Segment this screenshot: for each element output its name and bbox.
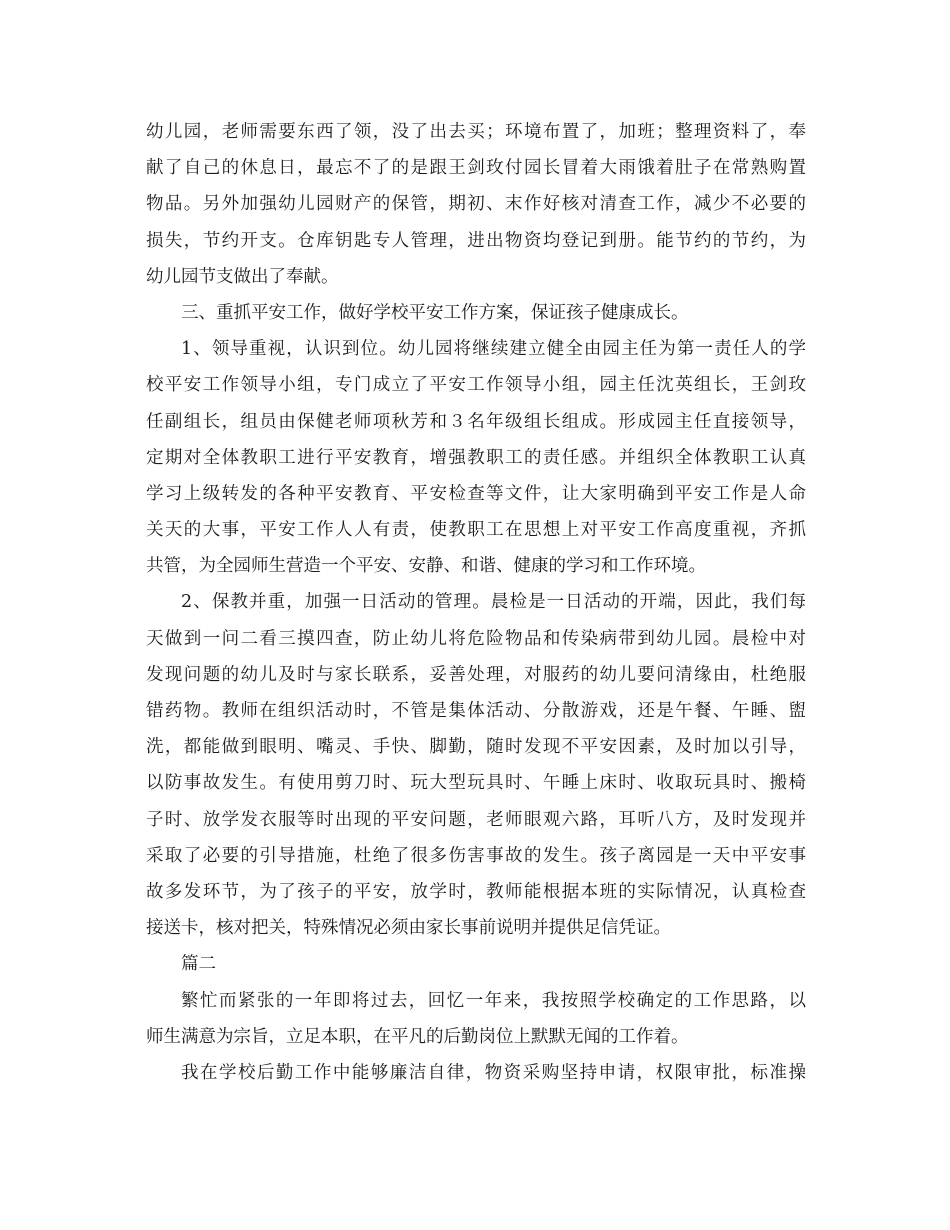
- text-line: 故多发环节，为了孩子的平安，放学时，教师能根据本班的实际情况，认真检查: [146, 881, 806, 902]
- text-line: 关天的大事，平安工作人人有责，使教职工在思想上对平安工作高度重视，齐抓: [146, 520, 806, 541]
- text-line: 错药物。教师在组织活动时，不管是集体活动、分散游戏，还是午餐、午睡、盥: [146, 701, 806, 721]
- text-line: 共管，为全园师生营造一个平安、安静、和谐、健康的学习和工作环境。: [146, 556, 706, 577]
- text-line: 献了自己的休息日，最忘不了的是跟王剑玫付园长冒着大雨饿着肚子在常熟购置: [146, 158, 806, 179]
- text-line: 洗，都能做到眼明、嘴灵、手快、脚勤，随时发现不平安因素，及时加以引导，: [146, 737, 806, 758]
- text-line: 子时、放学发衣服等时出现的平安问题，老师眼观六路，耳听八方，及时发现并: [146, 809, 806, 830]
- text-line: 发现问题的幼儿及时与家长联系，妥善处理，对服药的幼儿要问清缘由，杜绝服: [146, 664, 806, 685]
- section-heading: 三、重抓平安工作，做好学校平安工作方案，保证孩子健康成长。: [181, 302, 689, 323]
- text-line: 任副组长，组员由保健老师项秋芳和３名年级组长组成。形成园主任直接领导，: [146, 411, 806, 432]
- text-line: 物品。另外加强幼儿园财产的保管，期初、末作好核对清查工作，减少不必要的: [146, 194, 806, 215]
- text-line: 校平安工作领导小组，专门成立了平安工作领导小组，园主任沈英组长，王剑玫: [146, 375, 806, 396]
- text-line: 以防事故发生。有使用剪刀时、玩大型玩具时、午睡上床时、收取玩具时、搬椅: [146, 773, 806, 794]
- document-page: [146, 114, 806, 1091]
- text-line: 幼儿园节支做出了奉献。: [146, 266, 339, 287]
- text-line: 我在学校后勤工作中能够廉洁自律，物资采购坚持申请，权限审批，标准操: [181, 1062, 806, 1083]
- text-line: 师生满意为宗旨，立足本职，在平凡的后勤岗位上默默无闻的工作着。: [146, 1026, 689, 1047]
- section-heading-safety: [146, 295, 806, 331]
- text-line: 1、领导重视，认识到位。幼儿园将继续建立健全由园主任为第一责任人的学: [181, 339, 806, 360]
- text-line: 繁忙而紧张的一年即将过去，回忆一年来，我按照学校确定的工作思路，以: [181, 990, 806, 1011]
- section-heading: 篇二: [181, 954, 216, 975]
- paragraph-daily-activities: [146, 584, 806, 946]
- text-line: 接送卡，核对把关，特殊情况必须由家长事前说明并提供足信凭证。: [146, 918, 671, 939]
- paragraph-logistics: [146, 1055, 806, 1091]
- text-line: 采取了必要的引导措施，杜绝了很多伤害事故的发生。孩子离园是一天中平安事: [146, 845, 806, 866]
- paragraph-leadership: [146, 331, 806, 584]
- paragraph-property-management: [146, 114, 806, 295]
- section-heading-part-two: [146, 946, 806, 982]
- text-line: 2、保教并重，加强一日活动的管理。晨检是一日活动的开端，因此，我们每: [181, 592, 806, 613]
- text-line: 学习上级转发的各种平安教育、平安检查等文件，让大家明确到平安工作是人命: [146, 483, 806, 504]
- text-line: 幼儿园，老师需要东西了领，没了出去买；环境布置了，加班；整理资料了，奉: [146, 122, 806, 142]
- text-line: 定期对全体教职工进行平安教育，增强教职工的责任感。并组织全体教职工认真: [146, 447, 806, 468]
- text-line: 损失，节约开支。仓库钥匙专人管理，进出物资均登记到册。能节约的节约，为: [146, 230, 806, 251]
- paragraph-year-review: [146, 983, 806, 1055]
- text-line: 天做到一问二看三摸四查，防止幼儿将危险物品和传染病带到幼儿园。晨检中对: [146, 628, 806, 649]
